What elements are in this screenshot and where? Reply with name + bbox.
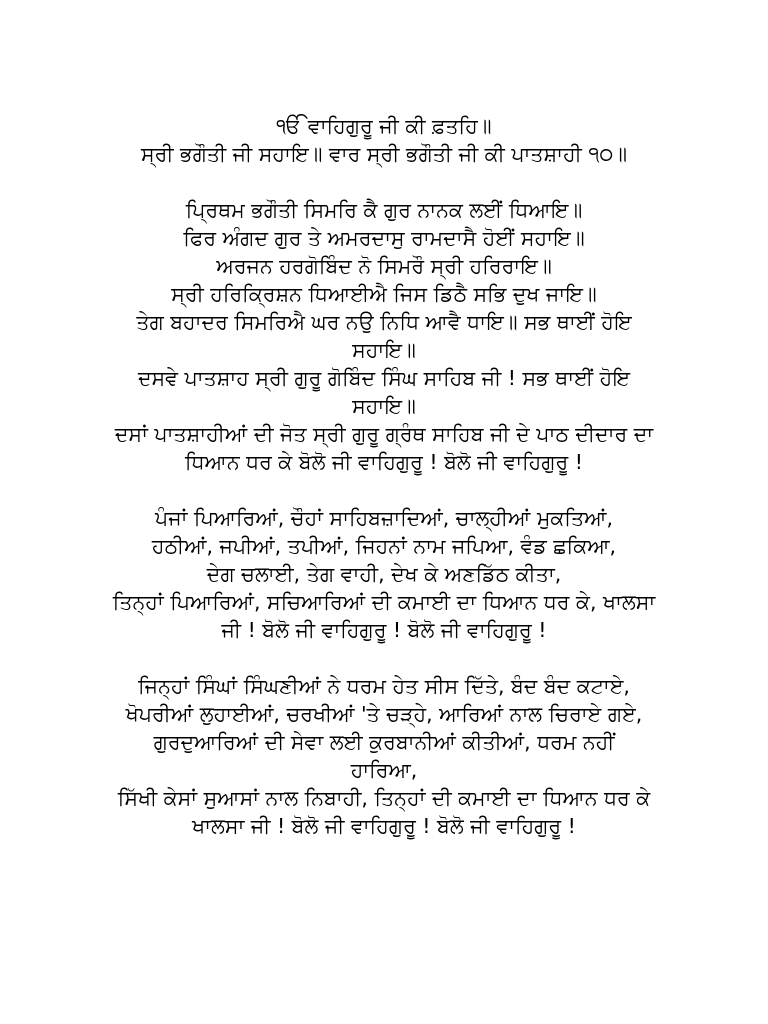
text-line: ਅਰਜਨ ਹਰਗੋਬਿੰਦ ਨੋ ਸਿਮਰੌ ਸ੍ਰੀ ਹਰਿਰਾਇ॥ [216, 254, 552, 278]
text-line: ਤੇਗ ਬਹਾਦਰ ਸਿਮਰਿਐ ਘਰ ਨਉ ਨਿਧਿ ਆਵੈ ਧਾਇ॥ ਸਭ ਥਾਈਂ ਹੋਇ [136, 310, 632, 334]
text-line: ਹਠੀਆਂ, ਜਪੀਆਂ, ਤਪੀਆਂ, ਜਿਹਨਾਂ ਨਾਮ ਜਪਿਆ, ਵੰਡ ਛਕਿਆ, [151, 534, 617, 558]
text-line: ਗੁਰਦੁਆਰਿਆਂ ਦੀ ਸੇਵਾ ਲਈ ਕੁਰਬਾਨੀਆਂ ਕੀਤੀਆਂ, ਧਰਮ ਨਹੀਂ [153, 730, 615, 754]
prose-paragraph [0, 504, 768, 644]
text-line: ਦਸਵੇ ਪਾਤਸ਼ਾਹ ਸ੍ਰੀ ਗੁਰੂ ਗੋਬਿੰਦ ਸਿੰਘ ਸਾਹਿਬ ਜੀ ! ਸਭ ਥਾਈਂ ਹੋਇ [137, 366, 631, 390]
text-line: ਸਹਾਇ॥ [352, 338, 416, 362]
text-line: ਪੰਜਾਂ ਪਿਆਰਿਆਂ, ਚੌਹਾਂ ਸਾਹਿਬਜ਼ਾਦਿਆਂ, ਚਾਲ੍ਹੀਆਂ ਮੁਕਤਿਆਂ, [154, 506, 614, 530]
text-line: ਤਿਨ੍ਹਾਂ ਪਿਆਰਿਆਂ, ਸਚਿਆਰਿਆਂ ਦੀ ਕਮਾਈ ਦਾ ਧਿਆਨ ਧਰ ਕੇ, ਖਾਲਸਾ [112, 590, 656, 614]
text-line: ਧਿਆਨ ਧਰ ਕੇ ਬੋਲੋ ਜੀ ਵਾਹਿਗੁਰੂ ! ਬੋਲੋ ਜੀ ਵਾਹਿਗੁਰੂ ! [185, 450, 583, 474]
text-line: ਸ੍ਰੀ ਭਗੌਤੀ ਜੀ ਸਹਾਇ॥ ਵਾਰ ਸ੍ਰੀ ਭਗੌਤੀ ਜੀ ਕੀ ਪਾਤਸ਼ਾਹੀ ੧੦॥ [140, 142, 628, 166]
text-line: ਖੋਪਰੀਆਂ ਲੁਹਾਈਆਂ, ਚਰਖੀਆਂ 'ਤੇ ਚੜ੍ਹੇ, ਆਰਿਆਂ ਨਾਲ ਚਿਰਾਏ ਗਏ, [125, 702, 643, 726]
heading-paragraph [0, 112, 768, 168]
document-page [0, 112, 768, 868]
text-line: ਪ੍ਰਿਥਮ ਭਗੌਤੀ ਸਿਮਰਿ ਕੈ ਗੁਰ ਨਾਨਕ ਲਈਂ ਧਿਆਇ॥ [185, 198, 583, 222]
text-line: ੴ ਵਾਹਿਗੁਰੂ ਜੀ ਕੀ ਫ਼ਤਹਿ॥ [276, 114, 492, 138]
text-line: ਖਾਲਸਾ ਜੀ ! ਬੋਲੋ ਜੀ ਵਾਹਿਗੁਰੂ ! ਬੋਲੋ ਜੀ ਵਾਹਿਗੁਰੂ ! [192, 814, 576, 838]
text-line: ਸ੍ਰੀ ਹਰਿਕ੍ਰਿਸ਼ਨ ਧਿਆਈਐ ਜਿਸ ਡਿਠੈ ਸਭਿ ਦੁਖ ਜਾਇ॥ [171, 282, 597, 306]
text-line: ਸਿੱਖੀ ਕੇਸਾਂ ਸੁਆਸਾਂ ਨਾਲ ਨਿਬਾਹੀ, ਤਿਨ੍ਹਾਂ ਦੀ ਕਮਾਈ ਦਾ ਧਿਆਨ ਧਰ ਕੇ [117, 786, 651, 810]
verse-paragraph [0, 196, 768, 476]
text-line: ਸਹਾਇ॥ [352, 394, 416, 418]
text-line: ਦੇਗ ਚਲਾਈ, ਤੇਗ ਵਾਹੀ, ਦੇਖ ਕੇ ਅਣਡਿੱਠ ਕੀਤਾ, [206, 562, 562, 586]
text-line: ਹਾਰਿਆ, [350, 758, 418, 782]
text-line: ਜੀ ! ਬੋਲੋ ਜੀ ਵਾਹਿਗੁਰੂ ! ਬੋਲੋ ਜੀ ਵਾਹਿਗੁਰੂ ! [221, 618, 547, 642]
text-line: ਫਿਰ ਅੰਗਦ ਗੁਰ ਤੇ ਅਮਰਦਾਸੁ ਰਾਮਦਾਸੈ ਹੋਈਂ ਸਹਾਇ॥ [183, 226, 585, 250]
text-line: ਦਸਾਂ ਪਾਤਸ਼ਾਹੀਆਂ ਦੀ ਜੋਤ ਸ੍ਰੀ ਗੁਰੂ ਗ੍ਰੰਥ ਸਾਹਿਬ ਜੀ ਦੇ ਪਾਠ ਦੀਦਾਰ ਦਾ [114, 422, 654, 446]
text-line: ਜਿਨ੍ਹਾਂ ਸਿੰਘਾਂ ਸਿੰਘਣੀਆਂ ਨੇ ਧਰਮ ਹੇਤ ਸੀਸ ਦਿੱਤੇ, ਬੰਦ ਬੰਦ ਕਟਾਏ, [138, 674, 630, 698]
prose-paragraph [0, 672, 768, 840]
